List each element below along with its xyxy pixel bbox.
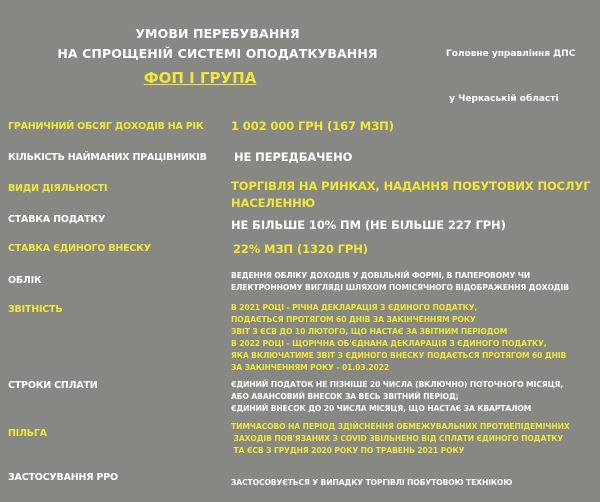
- value-line: ЗАСТОСОВУЄТЬСЯ У ВИПАДКУ ТОРГІВЛІ ПОБУТОВОЮ ТЕХНІКОЮ: [231, 478, 513, 487]
- value-line: ЗВІТ З ЄСВ ДО 10 ЛЮТОГО, ЩО НАСТАЄ ЗА ЗВІТНИМ ПЕРІОДОМ: [231, 327, 508, 336]
- organization-name: [446, 17, 575, 122]
- title-line-1: УМОВИ ПЕРЕБУВАННЯ: [135, 26, 300, 41]
- label-activity-types: ВИДИ ДІЯЛЬНОСТІ: [8, 183, 108, 194]
- value-line: АБО АВАНСОВИЙ ВНЕСОК ЗА ВЕСЬ ЗВІТНИЙ ПЕРІОД;: [231, 392, 459, 401]
- value-payment-terms: [231, 379, 563, 415]
- label-accounting: ОБЛІК: [8, 275, 42, 286]
- label-benefit: ПІЛЬГА: [8, 428, 47, 439]
- value-reporting: [231, 302, 566, 374]
- value-line: НАСЕЛЕННЮ: [231, 196, 316, 210]
- value-line: ПОДАЄТЬСЯ ПРОТЯГОМ 60 ДНІВ ЗА ЗАКІНЧЕННЯМ РОКУ: [231, 315, 476, 324]
- label-income-limit: ГРАНИЧНИЙ ОБСЯГ ДОХОДІВ НА РІК: [8, 121, 204, 132]
- label-employees: КІЛЬКІСТЬ НАЙМАНИХ ПРАЦІВНИКІВ: [8, 152, 207, 163]
- value-line: ТОРГІВЛЯ НА РИНКАХ, НАДАННЯ ПОБУТОВИХ ПОСЛУГ: [231, 179, 591, 193]
- value-employees: [234, 149, 352, 166]
- org-line-2: у Черкаській області: [446, 94, 559, 104]
- value-income-limit: [231, 118, 394, 135]
- value-line: ВЕДЕННЯ ОБЛІКУ ДОХОДІВ У ДОВІЛЬНІЙ ФОРМІ, В ПАПЕРОВОМУ ЧИ: [231, 271, 531, 280]
- label-social-contribution: СТАВКА ЄДИНОГО ВНЕСКУ: [8, 243, 151, 254]
- value-line: ТИМЧАСОВО НА ПЕРІОД ЗДІЙСНЕННЯ ОБМЕЖУВАЛЬНИХ ПРОТИЕПІДЕМІЧНИХ: [231, 422, 570, 431]
- value-tax-rate: [231, 217, 506, 234]
- value-social-contribution: [233, 241, 368, 258]
- value-line: ЗАХОДІВ ПОВ'ЯЗАНИХ З COVID ЗВІЛЬНЕНО ВІД СПЛАТИ ЄДИНОГО ПОДАТКУ: [231, 434, 564, 443]
- value-line: ЕЛЕКТРОННОМУ ВИГЛЯДІ ШЛЯХОМ ПОМІСЯЧНОГО ВІДОБРАЖЕННЯ ДОХОДІВ: [231, 283, 569, 292]
- label-tax-rate: СТАВКА ПОДАТКУ: [8, 214, 106, 225]
- value-benefit: [231, 421, 570, 457]
- value-cash-register: [231, 477, 512, 489]
- label-reporting: ЗВІТНІСТЬ: [8, 304, 63, 315]
- value-line: В 2021 РОЦІ - РІЧНА ДЕКЛАРАЦІЯ З ЄДИНОГО ПОДАТКУ,: [231, 303, 478, 312]
- value-line: ЄДИНИЙ ПОДАТОК НЕ ПІЗНІШЕ 20 ЧИСЛА (ВКЛЮЧНО) ПОТОЧНОГО МІСЯЦЯ,: [231, 380, 564, 389]
- value-line: НЕ БІЛЬШЕ 10% ПМ (НЕ БІЛЬШЕ 227 ГРН): [231, 218, 506, 232]
- value-line: ТА ЄСВ З ГРУДНЯ 2020 РОКУ ПО ТРАВЕНЬ 2021 РОКУ: [231, 446, 465, 455]
- value-line: ЄДИНИЙ ВНЕСОК ДО 20 ЧИСЛА МІСЯЦЯ, ЩО НАСТАЄ ЗА КВАРТАЛОМ: [231, 404, 532, 413]
- page-subtitle: ФОП І ГРУПА: [143, 69, 257, 87]
- org-line-1: Головне управління ДПС: [446, 49, 576, 59]
- title-line-2: НА СПРОЩЕНІЙ СИСТЕМІ ОПОДАТКУВАННЯ: [57, 46, 378, 61]
- value-line: ЗА ЗАКІНЧЕННЯМ РОКУ - 01.03.2022: [231, 363, 390, 372]
- page-title: [0, 24, 435, 64]
- label-payment-terms: СТРОКИ СПЛАТИ: [8, 380, 98, 391]
- value-line: 1 002 000 ГРН (167 МЗП): [231, 119, 394, 133]
- value-line: ЯКА ВКЛЮЧАТИМЕ ЗВІТ З ЄДИНОГО ВНЕСКУ ПОДАЄТЬСЯ ПРОТЯГОМ 60 ДНІВ: [231, 351, 567, 360]
- value-line: В 2022 РОЦІ - ЩОРІЧНА ОБ'ЄДНАНА ДЕКЛАРАЦІЯ З ЄДИНОГО ПОДАТКУ,: [231, 339, 547, 348]
- value-activity-types: [231, 178, 590, 212]
- value-line: НЕ ПЕРЕДБАЧЕНО: [234, 150, 353, 164]
- value-line: 22% МЗП (1320 ГРН): [233, 242, 368, 256]
- value-accounting: [231, 270, 569, 294]
- label-cash-register: ЗАСТОСУВАННЯ РРО: [8, 472, 118, 483]
